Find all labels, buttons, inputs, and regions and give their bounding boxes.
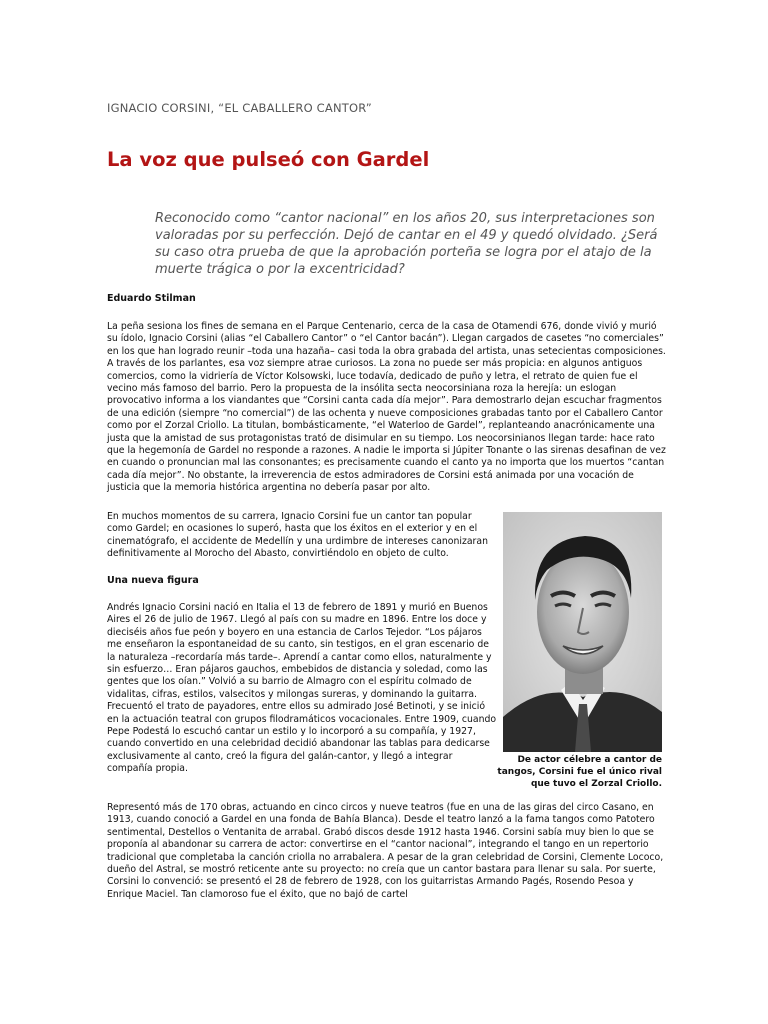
lede: Reconocido como “cantor nacional” en los años 20, sus interpretaciones son valoradas por su perfección. Dejó de cantar en el 49 y quedó olvidado. ¿Será su caso otra prueba de que la aprobación porteña se logra por el atajo de la muerte trágica o por la excentricidad? [155,211,658,277]
body-paragraph-1: La peña sesiona los fines de semana en el Parque Centenario, cerca de la casa de Otamendi 676, donde vivió y murió su ídolo, Ignacio Corsini (alias “el Caballero Cantor” o “el Cantor bacán”). Llegan cargados de casetes “no comerciales” en los que han logrado reunir –toda una hazaña– casi toda la obra grabada del artista, unas setecientas composiciones. A través de los parlantes, esa voz siempre atrae curiosos. La zona no puede ser más propicia: en algunos antiguos comercios, como la vidriería de Víctor Kolsowski, luce todavía, dedicado de puño y letra, el retrato de quien fue el vecino más famoso del barrio. Pero la propuesta de la insólita secta neocorsiniana roza la herejía: un eslogan provocativo informa a los viandantes que “Corsini canta cada día mejor”. Para demostrarlo dejan escuchar fragmentos de una edición (siempre “no comercial”) de las ochenta y nueve composiciones grabadas tanto por el Caballero Cantor como por el Zorzal Criollo. La titulan, bombásticamente, “el Waterloo de Gardel”, replanteando anacrónicamente una justa que la amistad de sus protagonistas trató de disimular en su tiempo. Los neocorsinianos llegan tarde: hace rato que la hegemonía de Gardel no responde a razones. A nadie le importa si Júpiter Tonante o las sirenas desafinan de vez en cuando o pronuncian mal las consonantes; es precisamente cuando el canto ya no importa que los muertos “cantan cada día mejor”. No obstante, la irreverencia de estos admiradores de Corsini está animada por una vocación de justicia que la memoria histórica argentina no debería pasar por alto. [107,321,666,494]
body-paragraph-2: En muchos momentos de su carrera, Ignacio Corsini fue un cantor tan popular como Gardel; en ocasiones lo superó, hasta que los éxitos en el exterior y en el cinematógrafo, el accidente de Medellín y una urdimbre de intereses canonizaran definitivamente al Morocho del Abasto, convirtiéndolo en objeto de culto. [107,511,488,560]
headline: La voz que pulseó con Gardel [107,148,430,171]
photo-caption: De actor célebre a cantor de tangos, Corsini fue el único rival que tuvo el Zorzal Criollo. [497,755,662,790]
portrait-photo [503,512,662,752]
subhead: Una nueva figura [107,575,199,586]
body-paragraph-3: Andrés Ignacio Corsini nació en Italia el 13 de febrero de 1891 y murió en Buenos Aires el 26 de julio de 1967. Llegó al país con su madre en 1896. Entre los doce y dieciséis años fue peón y boyero en una estancia de Carlos Tejedor. “Los pájaros me enseñaron la espontaneidad de su canto, sin testigos, en el gran escenario de la naturaleza –recordaría más tarde–. Aprendí a cantar como ellos, naturalmente y sin esfuerzo… Eran pájaros gauchos, embebidos de distancia y soledad, como las gentes que los oían.” Volvió a su barrio de Almagro con el espíritu colmado de vidalitas, cifras, estilos, valsecitos y milongas sureras, y dominando la guitarra. Frecuentó el trato de payadores, entre ellos su admirado José Betinoti, y se inició en la actuación teatral con grupos filodramáticos vocacionales. Entre 1909, cuando Pepe Podestá lo escuchó cantar un estilo y lo incorporó a su compañía, y 1927, cuando convertido en una celebridad decidió abandonar las tablas para dedicarse exclusivamente al canto, creó la figura del galán-cantor, y llegó a integrar compañía propia. [107,602,497,775]
body-paragraph-4: Representó más de 170 obras, actuando en cinco circos y nueve teatros (fue en una de las giras del circo Casano, en 1913, cuando conoció a Gardel en una fonda de Bahía Blanca). Desde el teatro lanzó a la fama tangos como Patotero sentimental, Destellos o Ventanita de arrabal. Grabó discos desde 1912 hasta 1946. Corsini sabía muy bien lo que se proponía al abandonar su carrera de actor: convertirse en el “cantor nacional”, integrando el tango en un repertorio tradicional que completaba la canción criolla no arrabalera. A pesar de la gran celebridad de Corsini, Clemente Lococo, dueño del Astral, se mostró reticente ante su proyecto: no creía que un cantor bastara para llenar su sala. Por suerte, Corsini lo convenció: se presentó el 28 de febrero de 1928, con los guitarristas Armando Pagés, Rosendo Pesoa y Enrique Maciel. Tan clamoroso fue el éxito, que no bajó de cartel [107,802,664,900]
byline: Eduardo Stilman [107,293,196,304]
kicker: IGNACIO CORSINI, “EL CABALLERO CANTOR” [107,101,372,115]
